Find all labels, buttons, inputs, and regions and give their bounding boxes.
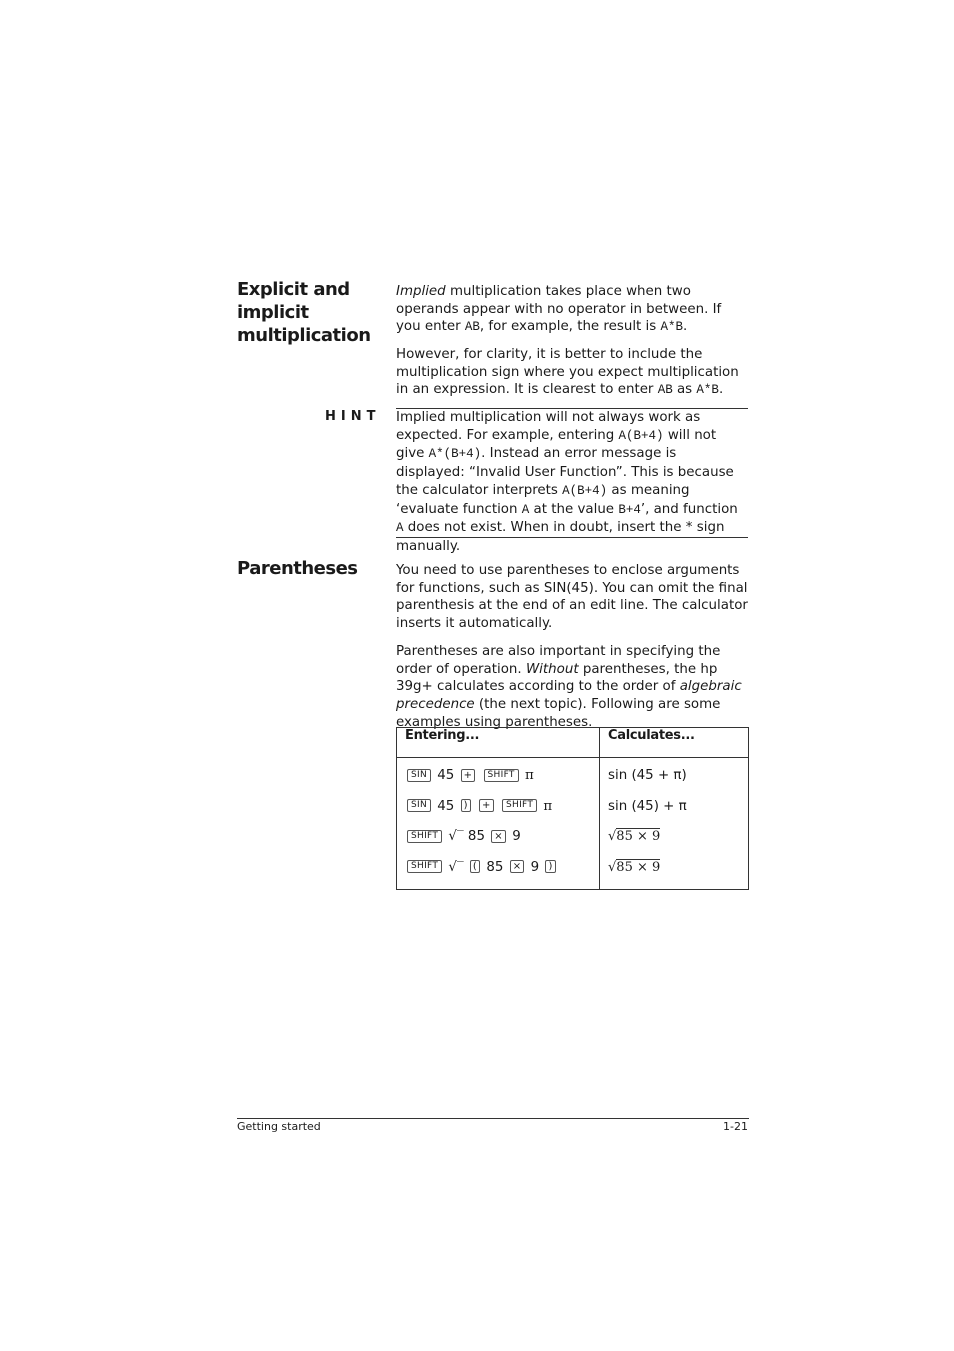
radical-icon: √: [608, 829, 617, 844]
text: as: [672, 382, 697, 398]
number: 85: [467, 829, 485, 844]
text: will not give: [396, 427, 717, 462]
footer-chapter: Getting started: [237, 1120, 321, 1133]
code: B+4: [618, 502, 641, 517]
code: AB: [464, 320, 480, 335]
key-sequence-4: [405, 853, 591, 884]
hint-label: HINT: [325, 409, 381, 424]
header-calculates: Calculates...: [600, 728, 749, 758]
code: A(B+4): [562, 483, 608, 498]
plus-key-icon: +: [479, 799, 494, 812]
times-key-icon: ×: [510, 860, 525, 873]
sqrt-icon: √‾: [448, 859, 464, 875]
section-heading-multiplication: Explicit and implicit multiplication: [237, 279, 371, 346]
number: 45: [437, 798, 455, 814]
code: A*(B+4): [428, 447, 482, 462]
table-header-row: [397, 728, 749, 758]
sin-key-icon: SIN: [407, 769, 431, 782]
right-paren-key-icon: ): [461, 799, 471, 812]
text: However, for clarity, it is better to include the multiplication sign where you expect multiplication in an expression. It is clearest to enter: [396, 347, 739, 398]
examples-table: [396, 727, 749, 890]
text: (the next topic). Following are some examples using parentheses.: [396, 697, 721, 730]
result-4: [608, 853, 740, 884]
hint-text: [396, 409, 748, 556]
pi-icon: π: [524, 768, 534, 783]
number: 45: [437, 768, 455, 783]
times-key-icon: ×: [491, 830, 506, 843]
key-sequence-1: [405, 761, 591, 792]
sqrt-icon: √‾: [448, 829, 464, 844]
table-row: [397, 758, 749, 890]
code: AB: [657, 383, 673, 398]
plus-key-icon: +: [461, 769, 476, 782]
code: A*B: [696, 383, 719, 398]
result-2: sin (45) + π: [608, 798, 687, 814]
radical-icon: √: [608, 859, 617, 875]
shift-key-icon: SHIFT: [502, 799, 537, 812]
code: A: [396, 521, 404, 536]
text: .: [718, 382, 724, 398]
text: , for example, the result is: [479, 319, 661, 335]
result-3: [608, 822, 740, 853]
shift-key-icon: SHIFT: [407, 860, 442, 873]
emphasis-algebraic-precedence: algebraic precedence: [396, 679, 742, 713]
hint-bottom-rule: [396, 537, 748, 538]
emphasis-implied: Implied: [396, 284, 446, 299]
text: ’, and function: [640, 501, 738, 517]
number: 85: [486, 859, 504, 875]
footer-rule: [237, 1118, 749, 1119]
text: does not exist. When in doubt, insert the * sign manually.: [396, 520, 725, 554]
code: A*B: [660, 320, 684, 335]
radicand: 85 × 9: [616, 829, 661, 844]
paragraph-parentheses-intro: You need to use parentheses to enclose arguments for functions, such as SIN(45). You can omit the final parenthesis at the end of an edit line. The calculator inserts it automatically.: [396, 563, 748, 632]
text: as meaning ‘evaluate function: [396, 482, 690, 517]
number: 9: [530, 859, 540, 875]
pi-icon: π: [543, 798, 553, 814]
calculates-cell: [600, 758, 749, 890]
text: at the value: [529, 501, 619, 517]
entering-cell: [397, 758, 600, 890]
sin-key-icon: SIN: [407, 799, 431, 812]
radicand: 85 × 9: [616, 859, 661, 875]
section-heading-parentheses: Parentheses: [237, 558, 358, 579]
footer-page-number: 1-21: [723, 1120, 748, 1133]
right-paren-key-icon: ): [545, 860, 555, 873]
key-sequence-3: [405, 822, 591, 853]
header-entering: Entering...: [397, 728, 600, 758]
text: parentheses, the hp 39g+ calculates according to the order of: [396, 661, 718, 695]
text: . Instead an error message is displayed: “Invalid User Function”. This is because the calculator interprets: [396, 446, 734, 498]
result-1: sin (45 + π): [608, 768, 687, 783]
code: A(B+4): [618, 428, 664, 443]
paragraph-order-of-operation: [396, 643, 748, 732]
left-paren-key-icon: (: [470, 860, 480, 873]
paragraph-clarity: [396, 346, 748, 400]
text: Parentheses are also important in specifying the order of operation.: [396, 644, 721, 677]
text: Implied multiplication will not always work as expected. For example, entering: [396, 410, 701, 443]
emphasis-without: Without: [525, 661, 579, 677]
key-sequence-2: [405, 792, 591, 823]
shift-key-icon: SHIFT: [407, 830, 442, 843]
text: .: [683, 319, 688, 335]
shift-key-icon: SHIFT: [484, 769, 519, 782]
text: multiplication takes place when two operands appear with no operator in between. If you enter: [396, 284, 722, 335]
paragraph-implied: [396, 283, 748, 337]
number: 9: [512, 829, 521, 844]
code: A: [521, 502, 530, 517]
